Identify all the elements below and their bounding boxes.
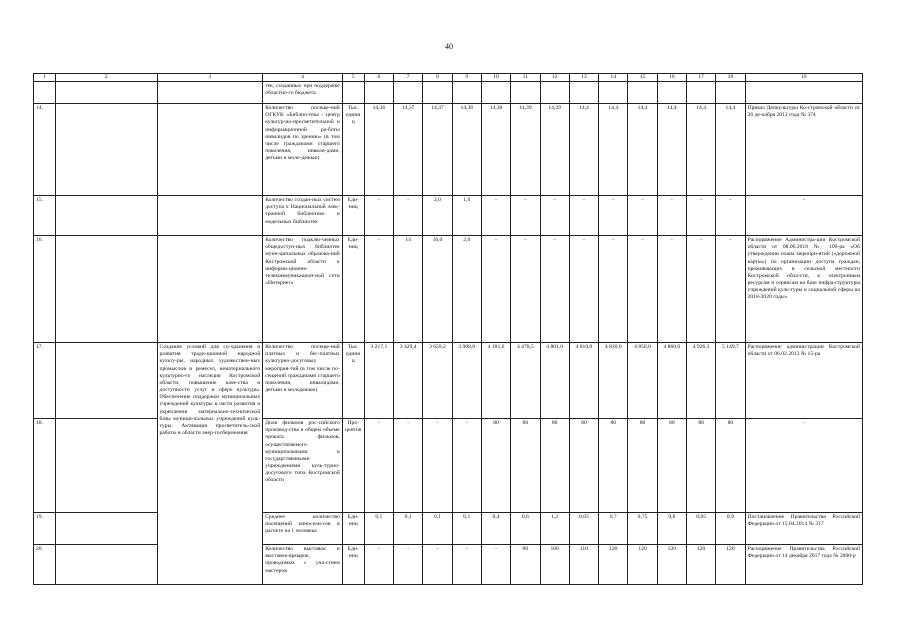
indicator-value: 80 [511, 419, 540, 513]
indicator-value: 0,75 [628, 513, 657, 545]
table-row [34, 196, 863, 236]
indicator-value: - [657, 236, 686, 343]
indicator-value: - [599, 196, 628, 236]
row-number: 20. [34, 545, 56, 585]
indicator-value: - [364, 236, 393, 343]
indicator-value: 120 [716, 545, 745, 585]
indicator-value: - [423, 545, 452, 585]
indicator-value: - [716, 196, 745, 236]
goal-cell [55, 419, 157, 513]
column-number-9: 9 [452, 74, 481, 82]
indicator-value: 4 810,0 [569, 343, 598, 419]
legal-basis: Распоряжение администрации Костромской области от 06.02.2013 № 15-ра [745, 343, 862, 419]
indicator-value: - [657, 196, 686, 236]
column-number-1: 1 [34, 74, 56, 82]
indicator-value: - [394, 196, 423, 236]
indicator-value: 80 [628, 419, 657, 513]
indicator-value: 16,0 [423, 236, 452, 343]
indicator-value: 14,37 [423, 104, 452, 196]
column-number-10: 10 [481, 74, 510, 82]
continuation-cell: тек, созданных при поддержке областно-го бюджета [263, 82, 343, 104]
indicator-value: - [481, 196, 510, 236]
indicator-value: 80 [481, 419, 510, 513]
indicator-value: 80 [657, 419, 686, 513]
indicator-value: 4 850,0 [628, 343, 657, 419]
row-number: 15. [34, 196, 56, 236]
indicator-value: 80 [511, 545, 540, 585]
column-number-15: 15 [628, 74, 657, 82]
indicator-value: - [628, 236, 657, 343]
column-number-row [34, 74, 863, 82]
goal-cell [55, 236, 157, 343]
indicator-value: - [511, 196, 540, 236]
indicator-value: 110 [569, 545, 598, 585]
indicators-table [33, 73, 863, 585]
column-number-4: 4 [263, 74, 343, 82]
column-number-8: 8 [423, 74, 452, 82]
indicator-value: - [569, 196, 598, 236]
indicator-value: - [599, 236, 628, 343]
column-number-18: 18 [716, 74, 745, 82]
indicator-value: - [511, 236, 540, 343]
continuation-row [34, 82, 863, 104]
unit-cell: Еди-ниц [342, 513, 364, 545]
indicator-name: Доля фильмов рос-сийского производ-ства в общем объеме проката фильмов, осуществляемого муниципальными и государственными учреждениями куль-турно-досугового типа Костромской области [263, 419, 343, 513]
goal-cell [55, 513, 157, 545]
task-cell [157, 236, 263, 343]
indicator-value: 0,1 [423, 513, 452, 545]
indicator-value: 0,7 [599, 513, 628, 545]
indicator-value: 5 149,7 [716, 343, 745, 419]
indicator-value: 0,9 [716, 513, 745, 545]
indicator-value: 14,4 [657, 104, 686, 196]
indicator-value: 4 860,0 [657, 343, 686, 419]
column-number-19: 19 [745, 74, 862, 82]
table-row [34, 104, 863, 196]
task-cell [157, 104, 263, 196]
indicator-value: - [364, 545, 393, 585]
column-number-13: 13 [569, 74, 598, 82]
indicator-value: - [481, 545, 510, 585]
indicator-value: - [569, 236, 598, 343]
indicator-value: 0,8 [657, 513, 686, 545]
indicator-value: 3 429,4 [394, 343, 423, 419]
indicator-value: 0,1 [394, 513, 423, 545]
indicator-value: 0,6 [511, 513, 540, 545]
row-number: 16. [34, 236, 56, 343]
indicator-value: 80 [686, 419, 715, 513]
indicator-value: 3 908,0 [452, 343, 481, 419]
column-number-7: 7 [394, 74, 423, 82]
column-number-11: 11 [511, 74, 540, 82]
indicator-value: 80 [540, 419, 569, 513]
task-group-cell: Создание условий для со-хранения и развития тради-ционной народной культу-ры, народных художествен-ных промыслов и ремесел, нематериального культурно-го наследия Костромской области, повышение каче-ства и доступности услуг в сфере культуры. Обеспечение поддержки муниципальных учреждений культуры в части развития и укрепления материально-технической базы муници-пальных учреждений куль-туры. Активация просветитель-ской работы в области энер-госбережения [157, 343, 263, 585]
indicator-value: 14,38 [452, 104, 481, 196]
legal-basis: Распоряжение Правительства Российской Федерации от 14 декабря 2017 года № 2800-р [745, 545, 862, 585]
indicator-value: - [481, 236, 510, 343]
column-number-2: 2 [55, 74, 157, 82]
indicator-value: 14,38 [481, 104, 510, 196]
indicator-value: 4 181,6 [481, 343, 510, 419]
row-number: 14. [34, 104, 56, 196]
goal-cell [55, 343, 157, 419]
indicator-value: 0,65 [569, 513, 598, 545]
row-number: 17. [34, 343, 56, 419]
unit-cell: Тыс. единиц [342, 343, 364, 419]
indicator-value: 0,85 [686, 513, 715, 545]
column-number-12: 12 [540, 74, 569, 82]
indicator-value: 80 [716, 419, 745, 513]
goal-cell [55, 104, 157, 196]
unit-cell: Еди-ниц [342, 196, 364, 236]
legal-basis: Приказ Депкультуры Ко-стромской области от 26 де-кабря 2012 года № 374 [745, 104, 862, 196]
column-number-17: 17 [686, 74, 715, 82]
indicator-value: 14,4 [716, 104, 745, 196]
indicator-value: - [452, 419, 481, 513]
task-cell [157, 196, 263, 236]
indicator-value: 120 [628, 545, 657, 585]
indicator-value: - [540, 236, 569, 343]
column-number-3: 3 [157, 74, 263, 82]
indicator-value: 14,39 [511, 104, 540, 196]
indicator-value: 100 [540, 545, 569, 585]
goal-cell [55, 196, 157, 236]
indicator-name: Количество посеще-ний ОГКУК «Библио-тека - центр культур-но-просветительной и информационной ра-боты инвалидов по зрению» (в том числе гражданами старшего поколения, инвали-дами, детьми и моло-дежью) [263, 104, 343, 196]
indicator-value: - [686, 196, 715, 236]
indicator-value: - [394, 419, 423, 513]
indicator-value: 14,4 [686, 104, 715, 196]
indicator-value: 1,2 [540, 513, 569, 545]
indicator-value: 0,4 [481, 513, 510, 545]
indicator-value: 80 [599, 419, 628, 513]
indicator-value: 14,36 [364, 104, 393, 196]
indicator-value: 4 478,5 [511, 343, 540, 419]
indicator-value: 2,0 [452, 236, 481, 343]
indicator-name: Количество подклю-ченных общедоступ-ных библиотек муни-ципальных образова-ний Костромской области к информи-ционно-телекоммуникацион-ной сети «Интернет» [263, 236, 343, 343]
indicator-value: 3 217,1 [364, 343, 393, 419]
indicator-value: - [364, 419, 393, 513]
indicator-name: Количество посеще-ний платных и бес-платных культурно-досуговых мероприя-тий (в том числе по-сещений гражданами старшего поколения, инвалидами, детьми и молодежью) [263, 343, 343, 419]
row-number: 18. [34, 419, 56, 513]
page-number: 40 [445, 42, 453, 51]
column-number-16: 16 [657, 74, 686, 82]
indicator-value: 2,0 [423, 196, 452, 236]
legal-basis: - [745, 196, 862, 236]
indicator-value: 14 [394, 236, 423, 343]
indicator-value: - [628, 196, 657, 236]
column-number-5: 5 [342, 74, 364, 82]
indicator-value: 120 [657, 545, 686, 585]
indicator-value: - [686, 236, 715, 343]
indicator-value: - [452, 545, 481, 585]
unit-cell: Еди-ниц [342, 545, 364, 585]
table-row [34, 343, 863, 419]
indicator-value: 0,1 [452, 513, 481, 545]
row-number: 19. [34, 513, 56, 545]
indicator-value: 0,1 [364, 513, 393, 545]
indicator-value: - [394, 545, 423, 585]
indicator-value: 4 820,0 [599, 343, 628, 419]
indicator-value: 14,4 [628, 104, 657, 196]
indicator-value: 14,4 [599, 104, 628, 196]
indicator-value: 4 801,0 [540, 343, 569, 419]
legal-basis: - [745, 419, 862, 513]
indicator-name: Среднее количество посещений киносеан-сов в расчете на 1 человека [263, 513, 343, 545]
indicator-value: 14,4 [569, 104, 598, 196]
indicator-value: - [364, 196, 393, 236]
column-number-6: 6 [364, 74, 393, 82]
unit-cell: Еди-ниц [342, 236, 364, 343]
indicator-value: 120 [599, 545, 628, 585]
indicator-value: 80 [569, 419, 598, 513]
indicator-value: - [540, 196, 569, 236]
unit-cell: Про-центов [342, 419, 364, 513]
table-row [34, 236, 863, 343]
indicator-value: 3 659,2 [423, 343, 452, 419]
indicator-name: Количество выставок и выставок-ярмарок, проводимых с уча-стием мастеров [263, 545, 343, 585]
indicator-value: 14,39 [540, 104, 569, 196]
indicator-value: - [423, 419, 452, 513]
indicator-value: 1,0 [452, 196, 481, 236]
column-number-14: 14 [599, 74, 628, 82]
legal-basis: Постановление Правительства Российской Федерации от 15.04.2014 № 317 [745, 513, 862, 545]
indicator-value: 4 926,3 [686, 343, 715, 419]
indicator-value: 120 [686, 545, 715, 585]
unit-cell: Тыс. единиц [342, 104, 364, 196]
indicator-value: - [716, 236, 745, 343]
indicator-name: Количество создан-ных систем доступа к Национальной элек-тронной библиотеке и модельных библиотек [263, 196, 343, 236]
legal-basis: Распоряжение Администра-ции Костромской области от 08.06.2018 № 109-ра «Об утверждении плана меропри-ятий («дорожной карты») по организации доступа граждан, проживающих в сельской местности Костромской обла-сти, к электронным ресурсам и сервисам на базе инфра-структуры учреждений куль-туры и социальной сферы на 2018-2020 годы» [745, 236, 862, 343]
goal-cell [55, 545, 157, 585]
indicator-value: 14,37 [394, 104, 423, 196]
